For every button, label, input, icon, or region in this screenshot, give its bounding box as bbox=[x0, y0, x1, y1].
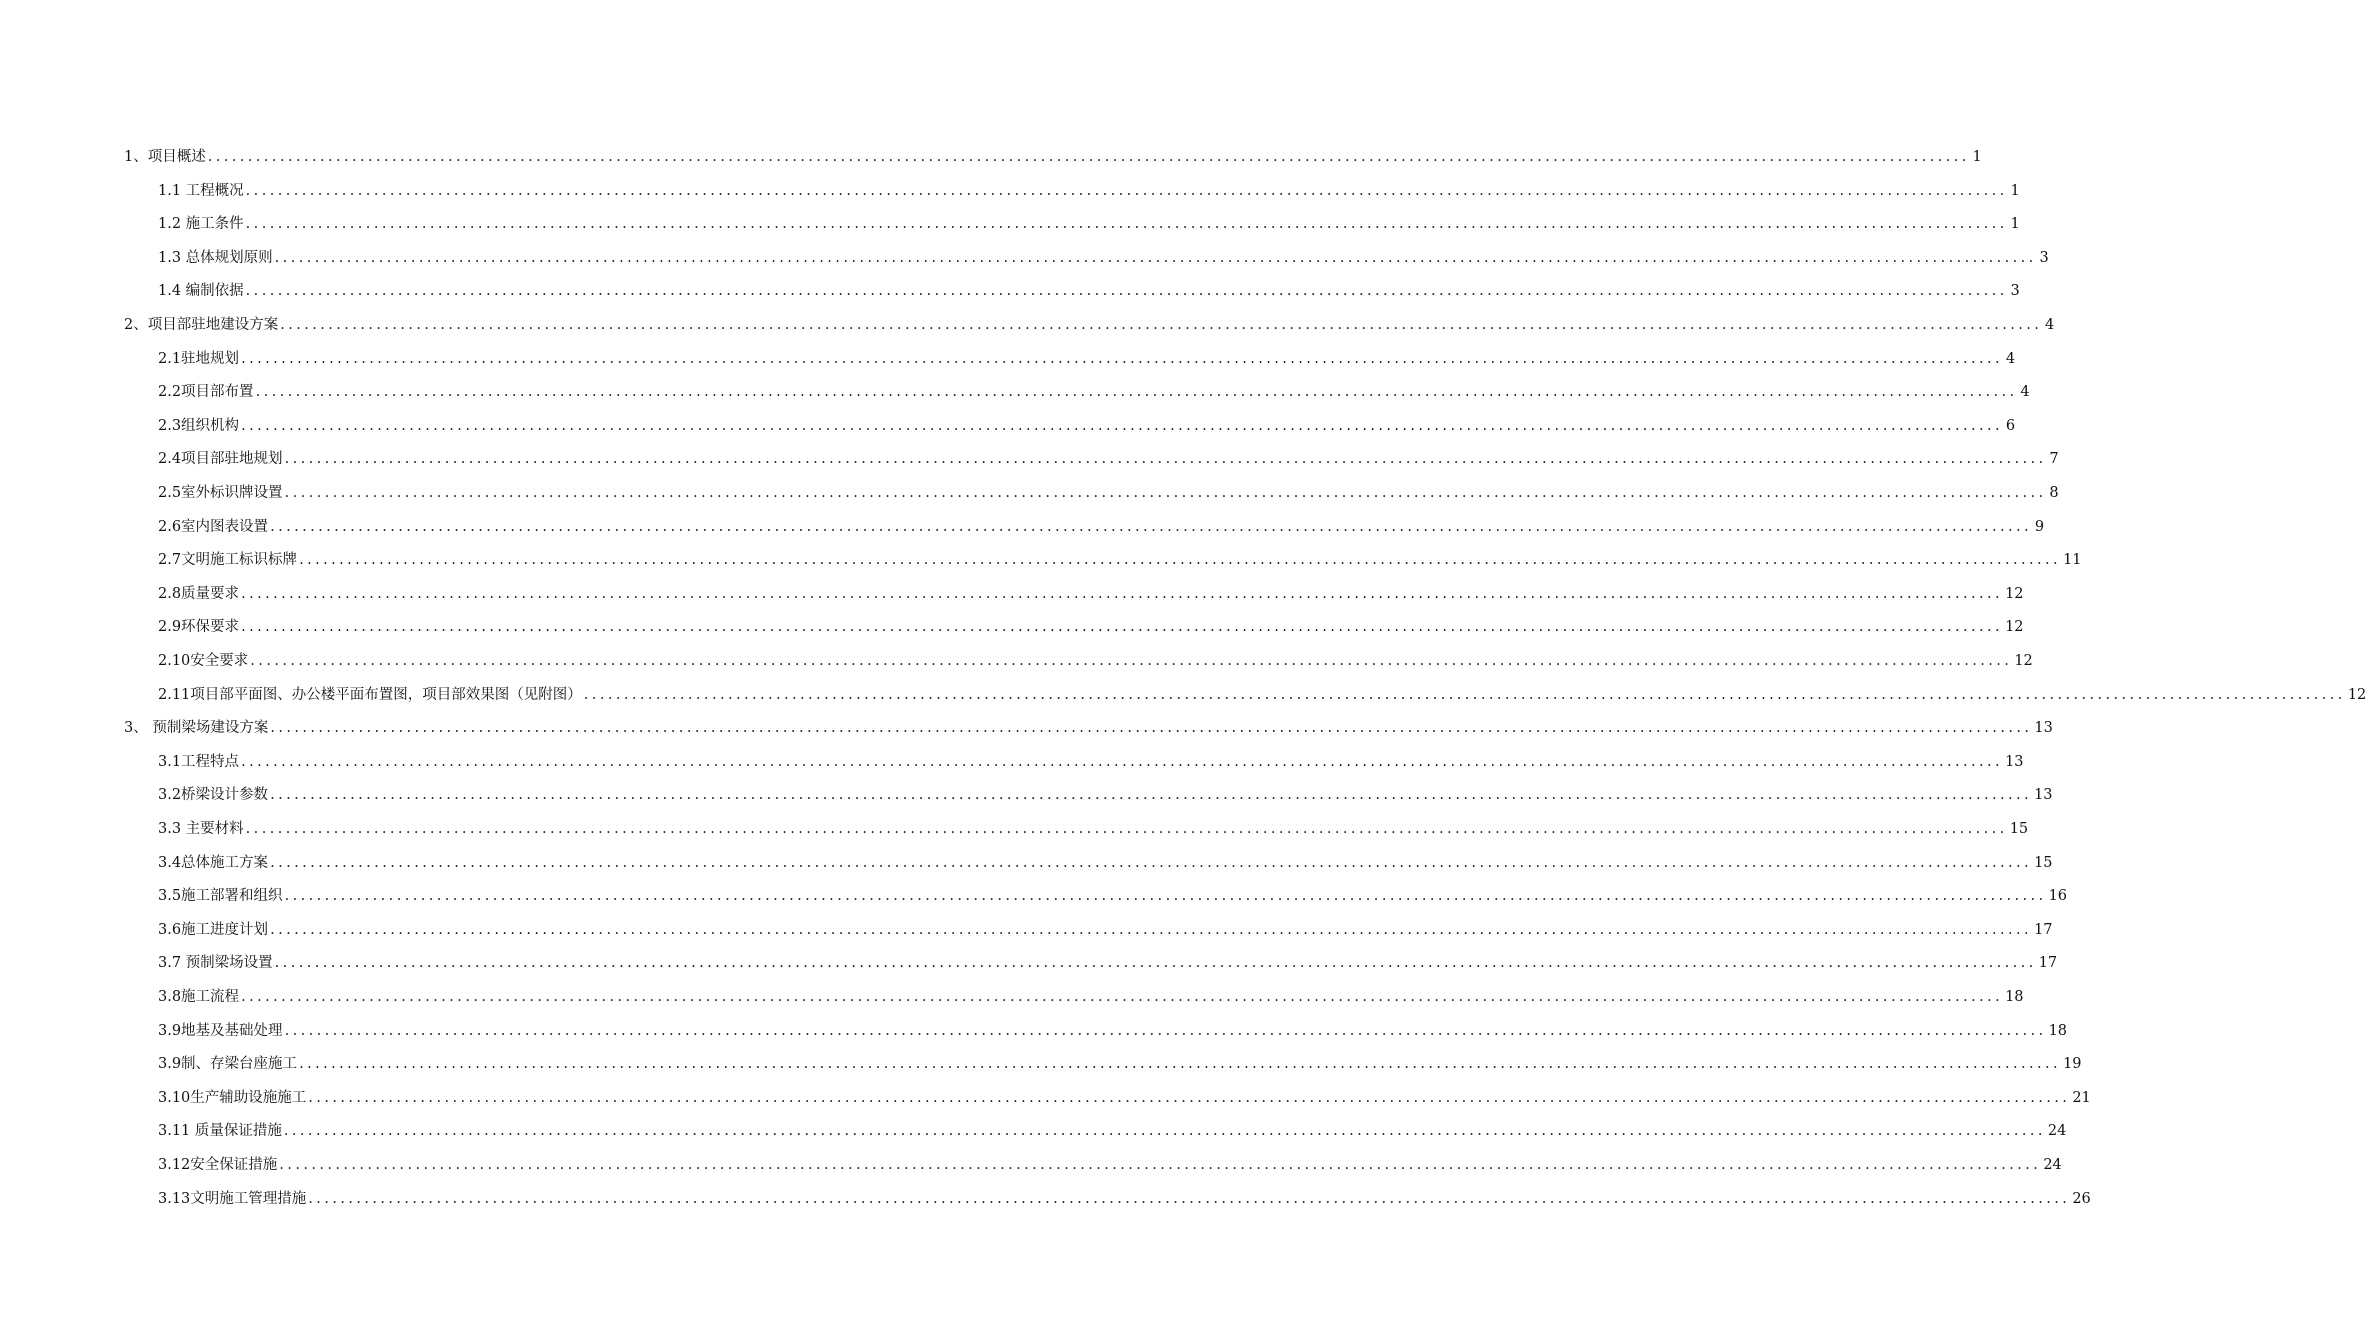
toc-section-entry[interactable] bbox=[158, 918, 2053, 942]
toc-dot-leader: ............................................................................................................................................................................................................................ bbox=[270, 854, 2033, 871]
toc-section-entry[interactable] bbox=[158, 347, 2016, 371]
toc-section-entry[interactable] bbox=[158, 481, 2059, 505]
toc-page-number: 9 bbox=[2034, 518, 2045, 535]
toc-entry-title: 3.9制、存梁台座施工 bbox=[158, 1056, 298, 1073]
toc-dot-leader: ............................................................................................................................................................................................................................ bbox=[241, 585, 2004, 602]
toc-dot-leader: ............................................................................................................................................................................................................................ bbox=[274, 249, 2037, 266]
toc-section-entry[interactable] bbox=[158, 615, 2024, 639]
toc-page-number: 13 bbox=[2034, 720, 2053, 737]
toc-dot-leader: ............................................................................................................................................................................................................................ bbox=[308, 1190, 2071, 1207]
toc-dot-leader: ............................................................................................................................................................................................................................ bbox=[270, 720, 2033, 737]
toc-entry-title: 3.4总体施工方案 bbox=[158, 854, 269, 871]
toc-section-entry[interactable] bbox=[158, 851, 2053, 875]
toc-dot-leader: ............................................................................................................................................................................................................................ bbox=[245, 182, 2008, 199]
toc-page-number: 16 bbox=[2048, 888, 2068, 905]
toc-dot-leader: ............................................................................................................................................................................................................................ bbox=[241, 619, 2004, 636]
toc-dot-leader: ............................................................................................................................................................................................................................ bbox=[241, 989, 2004, 1005]
toc-dot-leader: ............................................................................................................................................................................................................................ bbox=[284, 1022, 2047, 1039]
toc-entry-title: 3.9地基及基础处理 bbox=[158, 1022, 283, 1039]
toc-entry-title: 1、项目概述 bbox=[124, 149, 206, 165]
toc-dot-leader: ............................................................................................................................................................................................................................ bbox=[308, 1089, 2071, 1106]
toc-page-number: 24 bbox=[2047, 1123, 2067, 1140]
toc-page-number: 19 bbox=[2063, 1056, 2082, 1073]
toc-entry-title: 2、项目部驻地建设方案 bbox=[124, 317, 279, 333]
toc-dot-leader: ............................................................................................................................................................................................................................ bbox=[241, 417, 2004, 434]
toc-section-entry[interactable] bbox=[158, 380, 2030, 404]
toc-entry-title: 1.1 工程概况 bbox=[158, 182, 244, 199]
toc-page-number: 1 bbox=[1972, 149, 1982, 165]
toc-dot-leader: ............................................................................................................................................................................................................................ bbox=[250, 653, 2013, 669]
toc-page-number: 4 bbox=[2020, 384, 2030, 401]
toc-page-number: 15 bbox=[2034, 854, 2053, 871]
toc-page-number: 3 bbox=[2010, 283, 2020, 300]
toc-chapter-entry[interactable] bbox=[124, 145, 1982, 169]
toc-entry-title: 3.5施工部署和组织 bbox=[158, 888, 283, 905]
toc-page-number: 17 bbox=[2038, 955, 2058, 972]
toc-page-number: 17 bbox=[2034, 921, 2053, 938]
toc-page-number: 21 bbox=[2072, 1089, 2091, 1106]
toc-dot-leader: ............................................................................................................................................................................................................................ bbox=[274, 955, 2037, 972]
toc-section-entry[interactable] bbox=[158, 985, 2024, 1009]
toc-dot-leader: ............................................................................................................................................................................................................................ bbox=[255, 384, 2018, 401]
toc-entry-title: 3.2桥梁设计参数 bbox=[158, 787, 269, 804]
toc-entry-title: 3.13文明施工管理措施 bbox=[158, 1190, 307, 1207]
toc-page-number: 12 bbox=[2014, 653, 2033, 669]
toc-entry-title: 2.2项目部布置 bbox=[158, 384, 254, 401]
toc-section-entry[interactable] bbox=[158, 783, 2053, 807]
toc-section-entry[interactable] bbox=[158, 1019, 2068, 1043]
toc-page-number: 18 bbox=[2048, 1022, 2068, 1039]
toc-dot-leader: ............................................................................................................................................................................................................................ bbox=[284, 888, 2047, 905]
toc-page-number: 18 bbox=[2005, 989, 2024, 1005]
toc-entry-title: 3.3 主要材料 bbox=[158, 821, 244, 837]
toc-section-entry[interactable] bbox=[158, 750, 2024, 774]
toc-dot-leader: ............................................................................................................................................................................................................................ bbox=[241, 350, 2004, 367]
toc-entry-title: 2.5室外标识牌设置 bbox=[158, 485, 283, 501]
toc-page-number: 12 bbox=[2005, 619, 2024, 636]
toc-dot-leader: ............................................................................................................................................................................................................................ bbox=[241, 753, 2004, 770]
toc-section-entry[interactable] bbox=[158, 212, 2020, 236]
toc-entry-title: 2.10安全要求 bbox=[158, 653, 249, 669]
toc-section-entry[interactable] bbox=[158, 1119, 2067, 1143]
toc-section-entry[interactable] bbox=[158, 1052, 2082, 1076]
toc-entry-title: 1.2 施工条件 bbox=[158, 216, 244, 233]
toc-entry-title: 2.4项目部驻地规划 bbox=[158, 451, 283, 468]
toc-section-entry[interactable] bbox=[158, 179, 2020, 203]
toc-entry-title: 3.10生产辅助设施施工 bbox=[158, 1089, 307, 1106]
toc-section-entry[interactable] bbox=[158, 884, 2068, 908]
toc-chapter-entry[interactable] bbox=[124, 716, 2053, 740]
toc-page-number: 24 bbox=[2043, 1157, 2062, 1173]
toc-entry-title: 3.8施工流程 bbox=[158, 989, 240, 1005]
toc-dot-leader: ............................................................................................................................................................................................................................ bbox=[270, 787, 2033, 804]
toc-dot-leader: ............................................................................................................................................................................................................................ bbox=[270, 921, 2033, 938]
toc-section-entry[interactable] bbox=[158, 1153, 2062, 1177]
toc-entry-title: 2.6室内图表设置 bbox=[158, 518, 269, 535]
toc-section-entry[interactable] bbox=[158, 1086, 2091, 1110]
toc-page-number: 12 bbox=[2005, 585, 2024, 602]
toc-section-entry[interactable] bbox=[158, 1187, 2091, 1211]
toc-section-entry[interactable] bbox=[158, 548, 2082, 572]
toc-dot-leader: ............................................................................................................................................................................................................................ bbox=[299, 552, 2062, 569]
toc-dot-leader: ............................................................................................................................................................................................................................ bbox=[299, 1056, 2062, 1073]
toc-dot-leader: ............................................................................................................................................................................................................................ bbox=[270, 518, 2033, 535]
toc-dot-leader: ............................................................................................................................................................................................................................ bbox=[284, 485, 2047, 501]
toc-dot-leader: ............................................................................................................................................................................................................................ bbox=[245, 216, 2008, 233]
toc-entry-title: 2.9环保要求 bbox=[158, 619, 240, 636]
toc-page-number: 8 bbox=[2049, 485, 2059, 501]
toc-section-entry[interactable] bbox=[158, 683, 2366, 707]
toc-dot-leader: ............................................................................................................................................................................................................................ bbox=[245, 821, 2008, 837]
toc-dot-leader: ............................................................................................................................................................................................................................ bbox=[284, 451, 2047, 468]
toc-entry-title: 2.1驻地规划 bbox=[158, 350, 240, 367]
toc-page-number: 26 bbox=[2072, 1190, 2091, 1207]
toc-dot-leader: ............................................................................................................................................................................................................................ bbox=[283, 1123, 2046, 1140]
toc-section-entry[interactable] bbox=[158, 414, 2016, 438]
toc-chapter-entry[interactable] bbox=[124, 313, 2055, 337]
toc-dot-leader: ............................................................................................................................................................................................................................ bbox=[245, 283, 2008, 300]
toc-page-number: 13 bbox=[2034, 787, 2053, 804]
toc-page-number: 4 bbox=[2045, 317, 2055, 333]
toc-dot-leader: ............................................................................................................................................................................................................................ bbox=[583, 686, 2346, 703]
toc-section-entry[interactable] bbox=[158, 447, 2059, 471]
toc-page-number: 6 bbox=[2005, 417, 2016, 434]
toc-section-entry[interactable] bbox=[158, 515, 2045, 539]
toc-entry-title: 3.6施工进度计划 bbox=[158, 921, 269, 938]
toc-entry-title: 1.4 编制依据 bbox=[158, 283, 244, 300]
toc-page-number: 12 bbox=[2347, 686, 2366, 703]
toc-page-number: 1 bbox=[2010, 216, 2020, 233]
toc-dot-leader: ............................................................................................................................................................................................................................ bbox=[279, 1157, 2042, 1173]
toc-entry-title: 1.3 总体规划原则 bbox=[158, 249, 273, 266]
toc-entry-title: 3、 预制梁场建设方案 bbox=[124, 720, 269, 737]
toc-page-number: 4 bbox=[2005, 350, 2016, 367]
toc-entry-title: 3.1工程特点 bbox=[158, 753, 240, 770]
toc-page-number: 15 bbox=[2009, 821, 2029, 837]
toc-entry-title: 3.7 预制梁场设置 bbox=[158, 955, 273, 972]
toc-page-number: 3 bbox=[2039, 249, 2049, 266]
toc-page-number: 7 bbox=[2049, 451, 2059, 468]
toc-section-entry[interactable] bbox=[158, 582, 2024, 606]
toc-entry-title: 3.11 质量保证措施 bbox=[158, 1123, 282, 1140]
toc-section-entry[interactable] bbox=[158, 951, 2058, 975]
toc-page-number: 13 bbox=[2005, 753, 2024, 770]
toc-dot-leader: ............................................................................................................................................................................................................................ bbox=[207, 149, 1970, 165]
toc-dot-leader: ............................................................................................................................................................................................................................ bbox=[280, 317, 2043, 333]
toc-section-entry[interactable] bbox=[158, 817, 2029, 841]
toc-page-number: 1 bbox=[2010, 182, 2020, 199]
toc-entry-title: 2.3组织机构 bbox=[158, 417, 240, 434]
toc-section-entry[interactable] bbox=[158, 246, 2049, 270]
toc-entry-title: 2.7文明施工标识标牌 bbox=[158, 552, 298, 569]
toc-entry-title: 3.12安全保证措施 bbox=[158, 1157, 278, 1173]
toc-entry-title: 2.11项目部平面图、办公楼平面布置图，项目部效果图（见附图） bbox=[158, 686, 582, 703]
toc-section-entry[interactable] bbox=[158, 279, 2020, 303]
toc-section-entry[interactable] bbox=[158, 649, 2033, 673]
toc-entry-title: 2.8质量要求 bbox=[158, 585, 240, 602]
toc-page-number: 11 bbox=[2063, 552, 2082, 569]
